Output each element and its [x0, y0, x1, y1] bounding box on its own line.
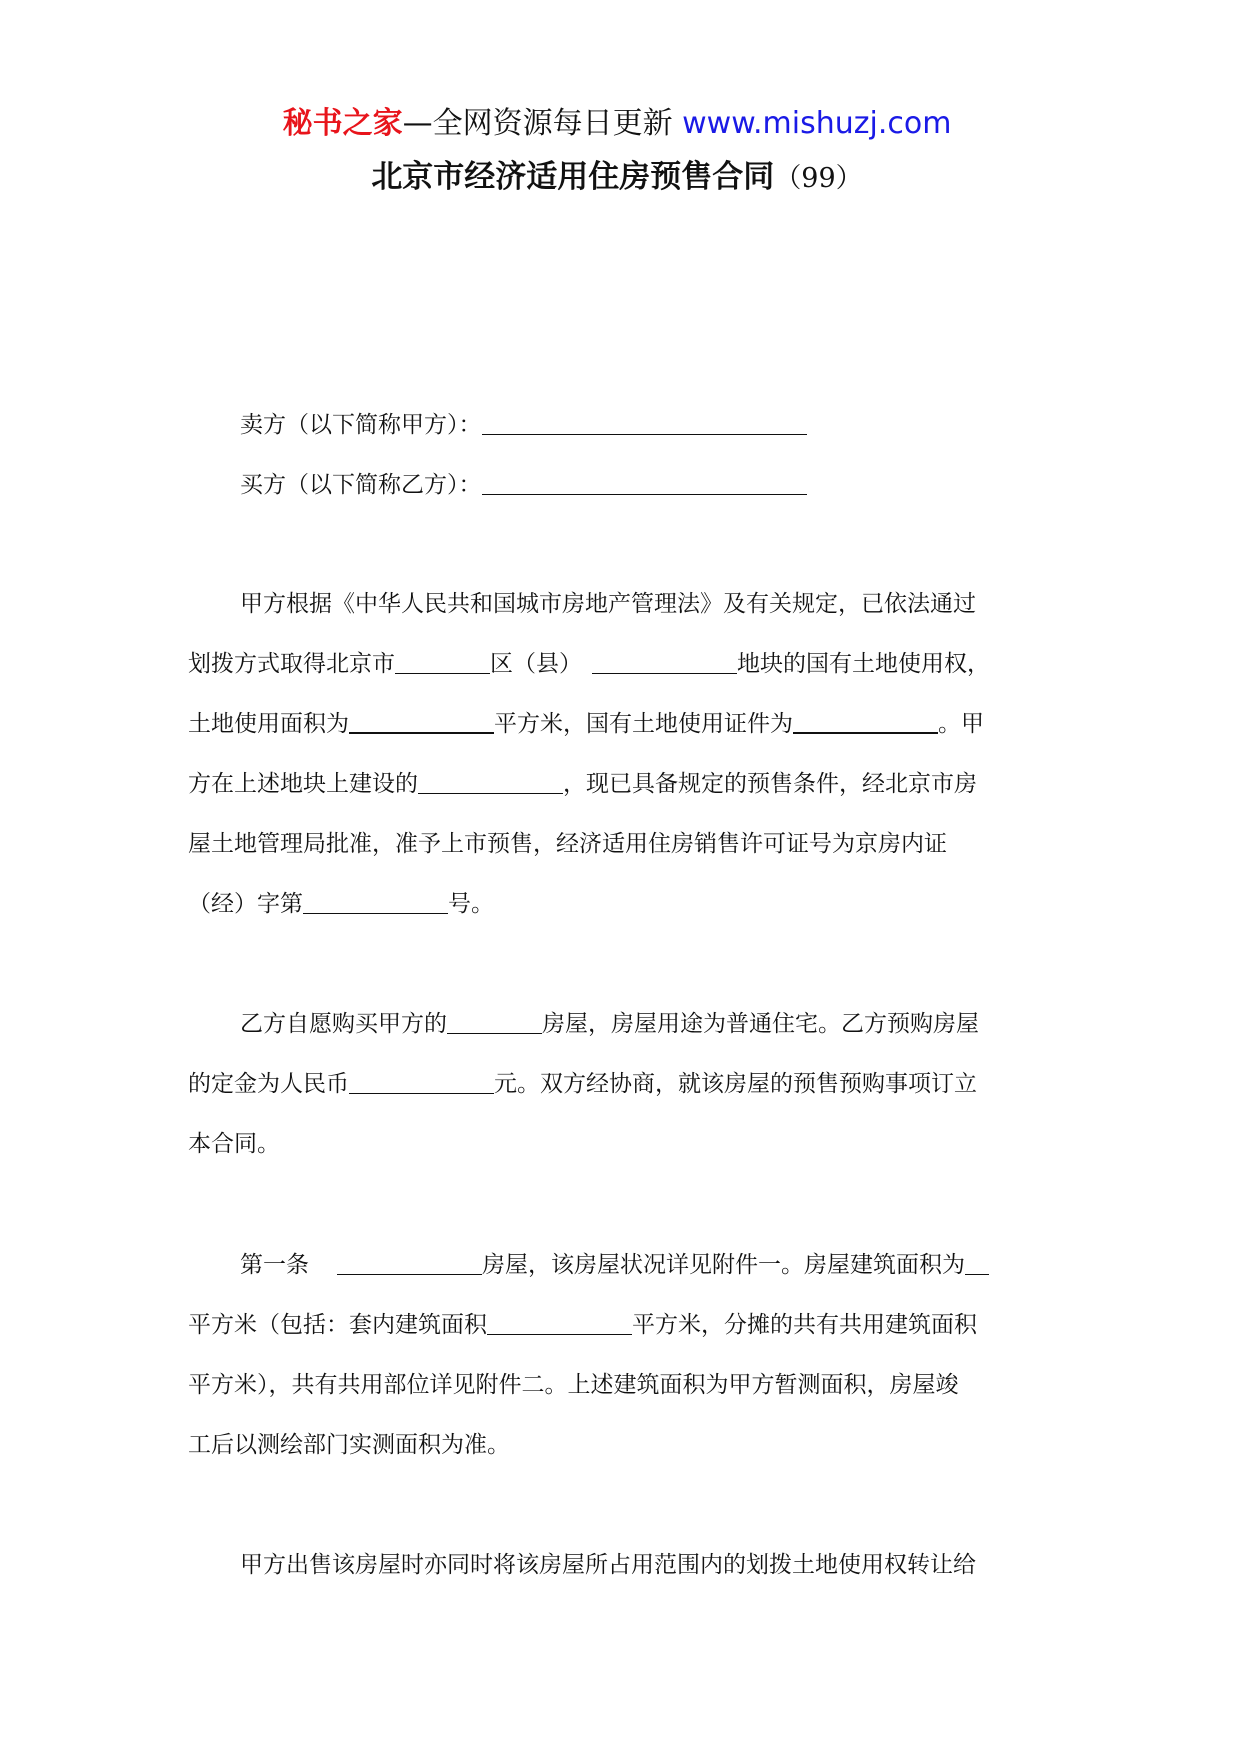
house-blank	[447, 1011, 542, 1034]
p1-text-3a: 土地使用面积为	[188, 711, 349, 737]
p1-line-2	[188, 649, 990, 679]
p1-text-6b: 号。	[448, 891, 494, 917]
art1-line-1	[240, 1250, 989, 1280]
land-cert-blank	[793, 710, 938, 734]
p2-text-2a: 的定金为人民币	[188, 1071, 349, 1097]
p2-line-3	[188, 1129, 280, 1159]
art1-text-2a: 平方米（包括：套内建筑面积	[188, 1312, 487, 1338]
p1-text-2c: 地块的国有土地使用权，	[737, 651, 990, 677]
art1-line-2	[188, 1310, 977, 1340]
document-title	[0, 155, 1234, 201]
p1-text-4b: ，现已具备规定的预售条件，经北京市房	[563, 771, 977, 797]
p1-text-3b: 平方米，国有土地使用证件为	[494, 711, 793, 737]
p2-line-2	[188, 1069, 977, 1099]
deposit-blank	[349, 1071, 494, 1094]
art1-text-2b: 平方米，分摊的共有共用建筑面积	[632, 1312, 977, 1338]
permit-number-blank	[303, 891, 448, 914]
p1-text-1: 甲方根据《中华人民共和国城市房地产管理法》及有关规定，已依法通过	[240, 591, 976, 617]
p2-text-3: 本合同。	[188, 1131, 280, 1157]
title-text: 北京市经济适用住房预售合同	[371, 159, 775, 195]
p1-line-1	[240, 589, 976, 619]
seller-blank	[482, 412, 807, 435]
p1-text-6a: （经）字第	[188, 891, 303, 917]
plot-blank	[592, 651, 737, 674]
p1-text-3c: 。甲	[938, 711, 984, 737]
p1-line-6	[188, 889, 494, 919]
p4-text-1: 甲方出售该房屋时亦同时将该房屋所占用范围内的划拨土地使用权转让给	[240, 1552, 976, 1578]
land-area-blank	[349, 710, 494, 734]
inner-area-blank	[487, 1312, 632, 1335]
buyer-blank	[482, 472, 807, 495]
project-blank	[418, 771, 563, 794]
art1-line-4	[188, 1430, 510, 1460]
buyer-label: 买方（以下简称乙方）：	[240, 472, 482, 498]
buyer-line	[240, 470, 807, 500]
house-name-blank	[337, 1252, 482, 1275]
building-area-blank	[965, 1252, 989, 1275]
art1-text-3: 平方米），共有共用部位详见附件二。上述建筑面积为甲方暂测面积，房屋竣	[188, 1372, 959, 1398]
p2-text-2b: 元。双方经协商，就该房屋的预售预购事项订立	[494, 1071, 977, 1097]
p1-line-3	[188, 709, 984, 739]
site-url-link[interactable]: www.mishuzj.com	[682, 106, 952, 141]
art1-line-3	[188, 1370, 959, 1400]
art1-text-1b: 房屋，该房屋状况详见附件一。房屋建筑面积为	[482, 1252, 965, 1278]
p2-line-1	[240, 1009, 979, 1039]
p1-text-2a: 划拨方式取得北京市	[188, 651, 395, 677]
art1-text-4: 工后以测绘部门实测面积为准。	[188, 1432, 510, 1458]
p1-text-4a: 方在上述地块上建设的	[188, 771, 418, 797]
p2-text-1a: 乙方自愿购买甲方的	[240, 1011, 447, 1037]
article-1-label: 第一条	[240, 1252, 309, 1278]
p1-line-4	[188, 769, 977, 799]
site-header	[0, 104, 1234, 144]
p4-line-1	[240, 1550, 976, 1580]
district-blank	[395, 651, 490, 674]
p1-text-5: 屋土地管理局批准，准予上市预售，经济适用住房销售许可证号为京房内证	[188, 831, 947, 857]
p1-line-5	[188, 829, 947, 859]
seller-label: 卖方（以下简称甲方）：	[240, 412, 482, 438]
p1-text-2b: 区（县）	[490, 651, 582, 677]
brand-name: 秘书之家	[282, 106, 403, 141]
p2-text-1b: 房屋，房屋用途为普通住宅。乙方预购房屋	[542, 1011, 979, 1037]
header-tagline: —全网资源每日更新	[402, 106, 683, 141]
title-suffix: （99）	[774, 163, 863, 194]
seller-line	[240, 410, 807, 440]
